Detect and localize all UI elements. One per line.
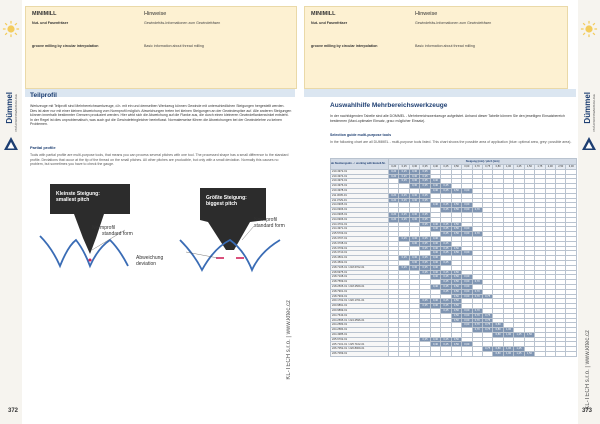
pitch-marked-cell: 1,00: [503, 332, 513, 337]
paragraph-en: Tools with partial profile are multi-purpose tools, that means you can process several pitches with one tool. The processed shape has a small difference to the standard profile. Deviations that occur at the tip of the thread on the small pitches. All other pitches are producible, but only with a small deviation. Normally this causes no problem, but sometimes you have to check the gauge.: [30, 153, 289, 167]
header-product-en: groove milling by circular interpolation: [32, 44, 99, 48]
pitch-marked-cell: 0,45: [441, 284, 451, 289]
pitch-marked-cell: 0,30: [409, 241, 419, 246]
pitch-header-cell: 1,25: [514, 165, 524, 170]
pitch-marked-cell: 0,60: [462, 203, 472, 208]
pitch-marked-cell: 0,35: [420, 193, 430, 198]
pitch-marked-cell: 0,60: [462, 342, 472, 347]
order-number-cell: 224.2595-01 / 224.2596-01: [331, 318, 389, 323]
pitch-header-cell: 1,75: [535, 165, 545, 170]
order-number-cell: 218.7108-01: [331, 275, 389, 280]
paragraph-de: Werkzeuge mit Teilprofil sind Mehrbereichswerkzeuge, d.h. mit ein und demselben Werkzeug können Gewinde mit unterschiedlichen Steigungen hergestellt werden. Dies ist aber nur mit einer kleinen Abweichung vom Normprofil möglich. Abweichungen treten bei kleinen Steigungen an der Gewindespitze auf. Alle anderen Steigungen können innerhalb bestimmter Grenzen produziert werden. Hier wirkt sich die Abweichung auf die Flanke aus, die durch einen kleineren Gewindeflankenwinkel entsteht. In der Regel ist dies unproblematisch, was auch gut die Gewindefeingleicher beeinflusst. Normalerweise führen die Abweichungen bei der Gewindelehre zu keinen Problemen.: [30, 104, 292, 127]
header-hints-text-en: Basic information about thread milling: [144, 44, 204, 48]
pitch-marked-cell: 0,35: [420, 265, 430, 270]
pitch-marked-cell: 0,45: [441, 299, 451, 304]
pitch-empty-cell: [409, 352, 419, 357]
pitch-marked-cell: 0,70: [472, 208, 482, 213]
pitch-marked-cell: 0,40: [430, 299, 440, 304]
pitch-empty-cell: [420, 352, 430, 357]
pitch-empty-cell: [389, 352, 399, 357]
pitch-empty-cell: [430, 352, 440, 357]
pitch-marked-cell: 0,45: [441, 342, 451, 347]
pitch-marked-cell: 0,45: [441, 246, 451, 251]
pitch-empty-cell: [441, 352, 451, 357]
pitch-marked-cell: 0,30: [409, 256, 419, 261]
pitch-empty-cell: [535, 352, 545, 357]
pitch-marked-cell: 0,40: [430, 256, 440, 261]
order-number-cell: 215.5703-01: [331, 232, 389, 237]
pitch-marked-cell: 0,50: [451, 304, 461, 309]
pitch-marked-cell: 0,50: [451, 299, 461, 304]
pitch-header-cell: 0,75: [482, 165, 492, 170]
pitch-marked-cell: 0,35: [420, 299, 430, 304]
pitch-header-cell: 0,30: [409, 165, 419, 170]
pitch-marked-cell: 0,40: [430, 203, 440, 208]
pitch-marked-cell: 0,50: [451, 208, 461, 213]
right-page: [300, 0, 600, 424]
pitch-marked-cell: 0,25: [399, 193, 409, 198]
pitch-marked-cell: 0,70: [472, 232, 482, 237]
right-side-strip: [578, 0, 600, 424]
pitch-empty-cell: [462, 352, 472, 357]
pitch-marked-cell: 0,40: [430, 236, 440, 241]
pitch-marked-cell: 0,50: [451, 227, 461, 232]
small-pitch-label-de: Kleinste Steigung:: [56, 191, 100, 197]
right-header: [304, 6, 568, 89]
pitch-header-cell: 0,45: [441, 165, 451, 170]
pitch-marked-cell: 0,45: [441, 188, 451, 193]
pitch-marked-cell: 0,70: [472, 280, 482, 285]
pitch-marked-cell: 1,00: [503, 347, 513, 352]
order-number-cell: 218.7901-01: [331, 289, 389, 294]
header-hints-text-en: Basic information about thread milling: [415, 44, 475, 48]
section-title: Auswahlhilfe Mehrbereichswerkzeuge: [330, 102, 448, 109]
pitch-marked-cell: 0,35: [420, 217, 430, 222]
pitch-marked-cell: 0,30: [409, 179, 419, 184]
pitch-marked-cell: 0,35: [420, 179, 430, 184]
pitch-marked-cell: 0,30: [409, 260, 419, 265]
right-band: [304, 89, 576, 97]
large-pitch-label-de: Größte Steigung:: [206, 195, 247, 201]
pitch-marked-cell: 0,35: [420, 212, 430, 217]
pitch-marked-cell: 0,20: [389, 217, 399, 222]
pitch-header-cell: 0,60: [462, 165, 472, 170]
left-side-strip: [0, 0, 22, 424]
order-number-cell: 218.7903-01: [331, 294, 389, 299]
pitch-marked-cell: 0,45: [441, 280, 451, 285]
pitch-marked-cell: 0,60: [462, 313, 472, 318]
large-pitch-note-2: standard form: [254, 223, 285, 229]
pitch-marked-cell: 0,45: [441, 260, 451, 265]
pitch-marked-cell: 0,25: [399, 198, 409, 203]
order-number-cell: 214.0906-01: [331, 217, 389, 222]
pitch-marked-cell: 0,35: [420, 222, 430, 227]
pitch-marked-cell: 0,40: [430, 270, 440, 275]
header-subtitle: Nut- und Fasenfräser: [311, 21, 348, 25]
pitch-header-cell: 0,40: [430, 165, 440, 170]
pitch-marked-cell: 0,25: [399, 179, 409, 184]
pitch-marked-cell: 0,75: [482, 313, 492, 318]
pitch-marked-cell: 0,30: [409, 217, 419, 222]
pitch-marked-cell: 0,60: [462, 308, 472, 313]
pitch-marked-cell: 0,70: [472, 308, 482, 313]
order-number-cell: 210.4976-01: [331, 184, 389, 189]
header-hints-text: Gewindefräs-Informationen zum Gewindefräsen: [415, 21, 492, 25]
thread-profile-diagram: [30, 178, 292, 278]
order-number-cell: 216.3707-01: [331, 236, 389, 241]
pitch-header-cell: 1,50: [524, 165, 534, 170]
pitch-marked-cell: 0,70: [472, 313, 482, 318]
header-product-en: groove milling by circular interpolation: [311, 44, 378, 48]
order-number-cell: 210.4972-01: [331, 169, 389, 174]
dummel-logo: [3, 92, 19, 152]
order-number-cell: 211.3729-01: [331, 198, 389, 203]
pitch-marked-cell: 0,40: [430, 188, 440, 193]
pitch-header-cell: 0,20: [389, 165, 399, 170]
pitch-marked-cell: 0,45: [441, 184, 451, 189]
pitch-marked-cell: 0,35: [420, 256, 430, 261]
pitch-marked-cell: 0,70: [472, 289, 482, 294]
pitch-marked-cell: 0,45: [441, 208, 451, 213]
sun-icon: [580, 20, 598, 38]
pitch-marked-cell: 0,60: [462, 188, 472, 193]
order-number-cell: 226.7052-01 / 226.8009-01: [331, 347, 389, 352]
pitch-marked-cell: 0,35: [420, 304, 430, 309]
pitch-marked-cell: 0,40: [430, 222, 440, 227]
pitch-marked-cell: 0,45: [441, 308, 451, 313]
order-number-cell: 225.7101-01 / 225.7102-01: [331, 342, 389, 347]
pitch-marked-cell: 0,35: [420, 174, 430, 179]
pitch-marked-cell: 0,80: [493, 323, 503, 328]
large-pitch-label-en: biggest pitch: [206, 201, 238, 207]
order-number-cell: 214.4971-01: [331, 227, 389, 232]
pitch-marked-cell: 1,00: [503, 352, 513, 357]
header-subtitle: Nut- und Fasenfräser: [32, 21, 69, 25]
pitch-marked-cell: 0,25: [399, 174, 409, 179]
pitch-marked-cell: 0,60: [462, 323, 472, 328]
order-number-cell: 210.4974-01: [331, 174, 389, 179]
pitch-marked-cell: 0,70: [472, 323, 482, 328]
pitch-marked-cell: 0,35: [420, 184, 430, 189]
pitch-header-cell: 0,50: [451, 165, 461, 170]
pitch-marked-cell: 0,25: [399, 256, 409, 261]
pitch-header-cell: 1,00: [503, 165, 513, 170]
pitch-marked-cell: 0,40: [430, 251, 440, 256]
pitch-marked-cell: 0,40: [430, 284, 440, 289]
pitch-marked-cell: 0,50: [451, 280, 461, 285]
pitch-marked-cell: 0,45: [441, 270, 451, 275]
intro-en-head: Selection guide multi-purpose tools: [330, 133, 392, 137]
intro-de: In der nachfolgenden Tabelle sind alle DOMMEL - Mehrbereichswerkzeuge aufgelistet. Anhand dieser Tabelle können Sie den jeweiligen Einsatzbereich bestimmen (Maxi-optimaler Einsatz, grau: möglicher Einsatz).: [330, 114, 565, 123]
pitch-marked-cell: 0,20: [389, 193, 399, 198]
pitch-marked-cell: 0,80: [493, 347, 503, 352]
order-number-cell: 216.4502-01: [331, 260, 389, 265]
large-pitch-note-1: Normprofil: [254, 217, 278, 223]
selection-table: [330, 158, 577, 357]
pitch-marked-cell: 1,25: [514, 347, 524, 352]
pitch-marked-cell: 0,50: [451, 270, 461, 275]
deviation-note-1: Abweichung: [136, 255, 164, 261]
pitch-marked-cell: 0,45: [441, 241, 451, 246]
logo-tagline: PRÄZISIONSWERKZEUGE: [14, 94, 18, 132]
small-pitch-note-1: Normprofil: [92, 225, 116, 231]
pitch-marked-cell: 0,30: [409, 174, 419, 179]
deviation-note-2: deviation: [136, 261, 157, 267]
pitch-marked-cell: 0,50: [451, 289, 461, 294]
order-number-cell: 218.2505-01 / 218.2569-01: [331, 284, 389, 289]
pitch-marked-cell: 0,50: [451, 284, 461, 289]
pitch-empty-cell: [556, 352, 566, 357]
order-number-cell: 220.1702-01 / 220.1701-01: [331, 299, 389, 304]
pitch-marked-cell: 0,30: [409, 193, 419, 198]
pitch-marked-cell: 0,45: [441, 203, 451, 208]
pitch-marked-cell: 0,35: [420, 246, 430, 251]
pitch-marked-cell: 1,25: [514, 352, 524, 357]
table-pitch-group: Steigung [mm] / pitch [mm]: [389, 159, 577, 165]
pitch-marked-cell: 0,35: [420, 270, 430, 275]
dummel-logo: [581, 92, 597, 152]
pitch-marked-cell: 0,60: [462, 232, 472, 237]
pitch-header-cell: 0,35: [420, 165, 430, 170]
order-number-cell: 216.3708-01: [331, 241, 389, 246]
pitch-marked-cell: 0,35: [420, 198, 430, 203]
pitch-marked-cell: 0,45: [441, 289, 451, 294]
pitch-marked-cell: 0,30: [409, 169, 419, 174]
header-hints-title: Hinweise: [144, 11, 167, 17]
pitch-marked-cell: 0,45: [441, 304, 451, 309]
pitch-empty-cell: [399, 352, 409, 357]
pitch-marked-cell: 0,50: [451, 222, 461, 227]
pitch-marked-cell: 1,00: [503, 328, 513, 333]
pitch-marked-cell: 0,40: [430, 260, 440, 265]
order-number-cell: 214.0905-01: [331, 203, 389, 208]
order-number-cell: 226.7069-01: [331, 352, 389, 357]
pitch-marked-cell: 0,70: [472, 318, 482, 323]
table-row: [331, 352, 577, 357]
pitch-marked-cell: 0,60: [462, 251, 472, 256]
pitch-empty-cell: [472, 352, 482, 357]
pitch-marked-cell: 0,30: [409, 198, 419, 203]
pitch-marked-cell: 0,75: [482, 347, 492, 352]
pitch-marked-cell: 0,40: [430, 241, 440, 246]
header-title: MINIMILL: [32, 11, 57, 17]
pitch-marked-cell: 0,50: [451, 232, 461, 237]
pitch-marked-cell: 0,75: [482, 294, 492, 299]
pitch-header-cell: 0,25: [399, 165, 409, 170]
pitch-marked-cell: 0,50: [451, 246, 461, 251]
section-title: Teilprofil: [30, 92, 57, 99]
pitch-marked-cell: 0,70: [472, 294, 482, 299]
pitch-marked-cell: 0,35: [420, 337, 430, 342]
order-number-cell: 225.6702-01: [331, 337, 389, 342]
order-number-cell: 214.4701-01: [331, 222, 389, 227]
pitch-marked-cell: 0,50: [451, 251, 461, 256]
pitch-marked-cell: 1,25: [514, 332, 524, 337]
pitch-marked-cell: 0,50: [451, 294, 461, 299]
pitch-marked-cell: 0,60: [462, 289, 472, 294]
pitch-marked-cell: 0,80: [493, 352, 503, 357]
sun-icon: [2, 20, 20, 38]
pitch-marked-cell: 0,40: [430, 275, 440, 280]
pitch-marked-cell: 0,40: [430, 246, 440, 251]
pitch-marked-cell: 0,30: [409, 236, 419, 241]
pitch-marked-cell: 0,60: [462, 284, 472, 289]
pitch-marked-cell: 0,35: [420, 241, 430, 246]
order-number-cell: 218.7569-01: [331, 280, 389, 285]
pitch-marked-cell: 1,50: [524, 332, 534, 337]
pitch-marked-cell: 0,75: [482, 323, 492, 328]
pitch-marked-cell: 0,50: [451, 275, 461, 280]
pitch-marked-cell: 0,80: [493, 328, 503, 333]
subheading-en: Partial profile: [30, 145, 56, 150]
page-number-right: 373: [582, 408, 593, 414]
pitch-marked-cell: 0,20: [389, 174, 399, 179]
side-url: KL-TECH s.r.o. | www.kltec.cz: [585, 330, 591, 410]
pitch-marked-cell: 0,35: [420, 236, 430, 241]
logo-triangle-icon: [581, 136, 597, 152]
pitch-marked-cell: 0,40: [430, 337, 440, 342]
pitch-marked-cell: 0,35: [420, 260, 430, 265]
pitch-marked-cell: 0,30: [409, 265, 419, 270]
page-number-left: 372: [8, 408, 19, 414]
order-number-cell: 214.0905-01: [331, 212, 389, 217]
pitch-marked-cell: 0,40: [430, 179, 440, 184]
pitch-marked-cell: 0,75: [482, 318, 492, 323]
pitch-marked-cell: 0,50: [451, 188, 461, 193]
order-number-cell: 216.3710-01: [331, 251, 389, 256]
pitch-marked-cell: 0,40: [430, 304, 440, 309]
pitch-marked-cell: 0,40: [430, 227, 440, 232]
pitch-marked-cell: 0,60: [462, 208, 472, 213]
order-number-cell: 220.9899-01: [331, 308, 389, 313]
pitch-marked-cell: 0,60: [462, 318, 472, 323]
pitch-header-cell: 3,00: [566, 165, 577, 170]
pitch-marked-cell: 0,70: [472, 328, 482, 333]
order-number-cell: 224.4985-01: [331, 332, 389, 337]
pitch-marked-cell: 0,20: [389, 212, 399, 217]
pitch-marked-cell: 0,40: [430, 342, 440, 347]
header-title: MINIMILL: [311, 11, 336, 17]
pitch-marked-cell: 0,45: [441, 227, 451, 232]
pitch-marked-cell: 0,80: [493, 332, 503, 337]
pitch-marked-cell: 0,25: [399, 169, 409, 174]
intro-en: In the following chart are all DUMMEL - multi-purpose tools listed. This chart shows the possible area of application (blue: optimal area, grey: possible area).: [330, 140, 572, 144]
order-number-cell: 224.7643-01: [331, 313, 389, 318]
pitch-header-cell: 2,50: [556, 165, 566, 170]
pitch-marked-cell: 0,50: [451, 318, 461, 323]
order-number-cell: 218.6975-01: [331, 270, 389, 275]
small-pitch-note-2: standard form: [102, 231, 133, 237]
pitch-empty-cell: [545, 352, 555, 357]
pitch-marked-cell: 0,45: [441, 222, 451, 227]
pitch-marked-cell: 0,30: [409, 212, 419, 217]
pitch-marked-cell: 0,20: [389, 198, 399, 203]
pitch-marked-cell: 0,45: [441, 251, 451, 256]
order-number-cell: 218.7105-01 / 218.6702-01: [331, 265, 389, 270]
pitch-header-cell: 0,70: [472, 165, 482, 170]
order-number-cell: 216.3709-01: [331, 246, 389, 251]
order-number-cell: 216.4501-01: [331, 256, 389, 261]
pitch-empty-cell: [566, 352, 577, 357]
pitch-marked-cell: 0,45: [441, 275, 451, 280]
pitch-marked-cell: 0,30: [409, 184, 419, 189]
pitch-marked-cell: 0,35: [420, 169, 430, 174]
order-number-cell: 210.4973-01: [331, 179, 389, 184]
small-pitch-marker: [89, 259, 92, 262]
pitch-marked-cell: 0,60: [462, 227, 472, 232]
pitch-marked-cell: 0,60: [462, 294, 472, 299]
logo-triangle-icon: [3, 136, 19, 152]
pitch-marked-cell: 0,45: [441, 337, 451, 342]
pitch-marked-cell: 0,50: [451, 313, 461, 318]
pitch-marked-cell: 0,25: [399, 217, 409, 222]
left-band: [25, 89, 295, 97]
pitch-empty-cell: [451, 352, 461, 357]
left-header: [25, 6, 297, 89]
pitch-marked-cell: 0,45: [441, 232, 451, 237]
logo-tagline: PRÄZISIONSWERKZEUGE: [592, 94, 596, 132]
small-pitch-profile: [40, 236, 128, 266]
pitch-marked-cell: 0,50: [451, 342, 461, 347]
order-number-cell: 224.2583-01: [331, 323, 389, 328]
pitch-marked-cell: 0,50: [451, 308, 461, 313]
logo-name: Dümmel: [5, 92, 14, 124]
pitch-empty-cell: [482, 352, 492, 357]
table-head-col: ab Steckungsdm. ✓ working with Bestell-Nr.: [331, 159, 389, 170]
order-number-cell: 211.3005-01: [331, 193, 389, 198]
pitch-marked-cell: 0,75: [482, 328, 492, 333]
pitch-marked-cell: 0,40: [430, 184, 440, 189]
order-number-cell: 224.2584-01: [331, 328, 389, 333]
header-hints-text: Gewindefräs-Informationen zum Gewindefräsen: [144, 21, 221, 25]
order-number-cell: 214.0906-01: [331, 208, 389, 213]
small-pitch-label-en: smallest pitch: [56, 197, 90, 203]
pitch-marked-cell: 0,25: [399, 212, 409, 217]
pitch-marked-cell: 1,50: [524, 352, 534, 357]
pitch-marked-cell: 0,50: [451, 337, 461, 342]
pitch-marked-cell: 0,25: [399, 236, 409, 241]
footer-url: KL-TECH s.r.o. | www.kltec.cz: [286, 300, 292, 380]
pitch-marked-cell: 0,20: [389, 169, 399, 174]
pitch-marked-cell: 0,25: [399, 265, 409, 270]
pitch-marked-cell: 0,50: [451, 203, 461, 208]
pitch-marked-cell: 0,60: [462, 275, 472, 280]
pitch-header-cell: 2,00: [545, 165, 555, 170]
order-number-cell: 220.9891-01: [331, 304, 389, 309]
pitch-marked-cell: 0,40: [430, 265, 440, 270]
logo-name: Dümmel: [583, 92, 592, 124]
pitch-header-cell: 0,80: [493, 165, 503, 170]
order-number-cell: 210.4978-01: [331, 188, 389, 193]
pitch-marked-cell: 0,60: [462, 280, 472, 285]
header-hints-title: Hinweise: [415, 11, 438, 17]
